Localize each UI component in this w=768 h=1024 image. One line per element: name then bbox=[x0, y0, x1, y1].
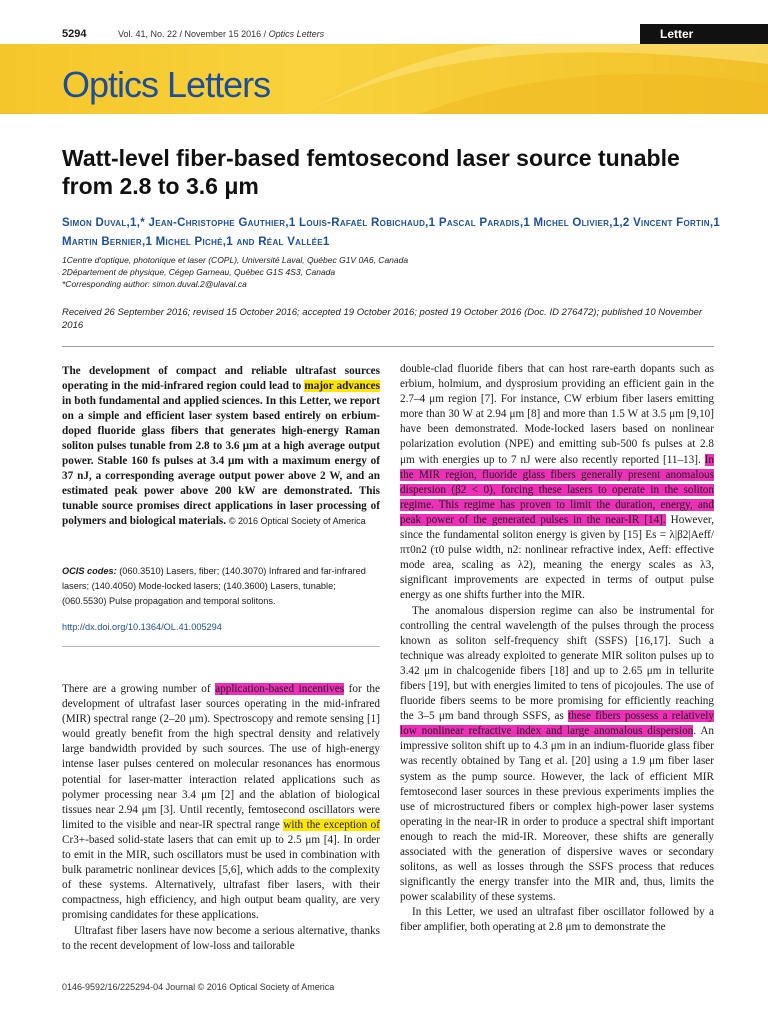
divider bbox=[62, 346, 714, 347]
page-footer: 0146-9592/16/225294-04 Journal © 2016 Optical Society of America bbox=[62, 982, 335, 992]
highlight-yellow[interactable]: with the exception of bbox=[283, 818, 380, 831]
body-column-right bbox=[400, 362, 714, 936]
body-column-left bbox=[62, 682, 380, 954]
corresponding-author: *Corresponding author: simon.duval.2@ulaval.ca bbox=[62, 279, 247, 289]
paper-title: Watt-level fiber-based femtosecond laser source tunable from 2.8 to 3.6 μm bbox=[62, 145, 680, 199]
paragraph: There are a growing number of application-based incentives for the development of ultrafast laser sources operating in the mid-infrared (MIR) spectral range (2–20 μm). Spectroscopy and remote sensing [1] would greatly benefit from the high spectral density and relatively large bandwidth provided by such sources. The use of high-energy intense laser pulses centered on molecular resonances has enormous potential for laser-matter interaction related applications such as polymer processing near 3.4 μm [2] and the ablation of biological tissues near 2.94 μm [3]. Until recently, femtosecond oscillators were limited to the visible and near-IR spectral range with the exception of Cr3+-based solid-state lasers that can emit up to 2.5 μm [4]. In order to emit in the MIR, such oscillators must be used in combination with bulk parametric nonlinear devices [5,6], which adds to the complexity of these systems. Alternatively, ultrafast fiber lasers, with their compactness, high efficiency, and high output beam quality, are very promising candidates for these applications. bbox=[62, 683, 380, 922]
volume-info: Vol. 41, No. 22 / November 15 2016 / Optics Letters bbox=[118, 29, 325, 39]
journal-title: Optics Letters bbox=[62, 64, 271, 105]
divider bbox=[62, 646, 380, 647]
affiliation-2: 2Département de physique, Cégep Garneau, Québec G1S 4S3, Canada bbox=[62, 267, 336, 277]
highlight-magenta[interactable]: application-based incentives bbox=[215, 683, 345, 695]
publication-dates: Received 26 September 2016; revised 15 October 2016; accepted 19 October 2016; posted 19 October 2016 (Doc. ID 276472); published 10 November 2016 bbox=[62, 307, 703, 331]
running-header bbox=[0, 24, 768, 44]
paragraph: double-clad fluoride fibers that can host rare-earth dopants such as erbium, holmium, and dysprosium providing an efficient gain in the 2.7–4 μm region [7]. For instance, CW erbium fiber lasers emitting more than 30 W at 2.94 μm [8] and more than 1.5 W at 3.5 μm [9,10] have been demonstrated. Mode-locked lasers based on nonlinear polarization evolution (NPE) and emitting sub-500 fs pulses at 2.8 μm with energies up to 7 nJ were also recently reported [11–13]. In the MIR region, fluoride glass fibers generally present anomalous dispersion (β2 < 0), forcing these lasers to operate in the soliton regime. This regime has proven to limit the duration, energy, and peak power of the generated pulses in the near-IR [14]. However, since the fundamental soliton energy is given by [15] Es = λ|β2|Aeff/πτ0n2 (τ0 pulse width, n2: nonlinear refractive index, Aeff: effective mode area, scaling as λ2), meaning the energy scales as λ3, significant improvements are expected in terms of output pulse energy as one shifts further into the MIR. bbox=[400, 363, 714, 602]
paragraph: Ultrafast fiber lasers have now become a serious alternative, thanks to the recent development of low-loss and tailorable bbox=[62, 924, 380, 952]
doi-link[interactable]: http://dx.doi.org/10.1364/OL.41.005294 bbox=[62, 622, 222, 632]
highlight-yellow[interactable]: major advances bbox=[304, 380, 380, 392]
section-tab: Letter bbox=[640, 24, 768, 44]
affiliations bbox=[62, 254, 722, 290]
affiliation-1: 1Centre d'optique, photonique et laser (COPL), Université Laval, Québec G1V 0A6, Canada bbox=[62, 255, 409, 265]
highlight-magenta[interactable]: these fibers possess a relatively low nonlinear refractive index and large anomalous dispersion bbox=[400, 710, 714, 738]
paragraph: The anomalous dispersion regime can also be instrumental for controlling the central wavelength of the pulses through the process known as soliton self-frequency shift (SSFS) [16,17]. Such a technique was already exploited to generate MIR soliton pulses up to 3.42 μm in chalcogenide fibers [18] and up to 2.65 μm in tellurite fibers [19], but with energies limited to tens of picojoules. The use of fluoride fibers seems to be more promising for efficiently reaching the 3–5 μm band through SSFS, as these fibers possess a relatively low nonlinear refractive index and large anomalous dispersion. An impressive soliton shift up to 4.3 μm in an indium-fluoride glass fiber was recently obtained by Tang et al. [20] using a 1.9 μm fiber laser system as the pump source. However, the lack of efficient MIR femtosecond laser sources in these previous experiments implies the use of microstructured fibers or complex high-power laser systems operating in the near-IR in order to produce a spectral shift important enough to reach the mid-IR. Moreover, these shifts are generally associated with the generation of dispersive waves or secondary solitons, as well as losses through the SSFS process that reduces significantly the energy transfer into the MIR and, thus, limits the power scalability of these systems. bbox=[400, 604, 714, 904]
ocis-codes: OCIS codes: (060.3510) Lasers, fiber; (140.3070) Infrared and far-infrared lasers; (140.4050) Mode-locked lasers; (140.3600) Lasers, tunable; (060.5530) Pulse propagation and temporal solitons. bbox=[62, 566, 366, 606]
journal-banner bbox=[0, 44, 768, 114]
highlight-magenta[interactable]: In the MIR region, fluoride glass fibers generally present anomalous dispersion (β2 < 0), forcing these lasers to operate in the soliton regime. This regime has proven to limit the duration, energy, and peak power of the generated pulses in the near-IR [14]. bbox=[400, 453, 714, 526]
author-list: Simon Duval,1,* Jean-Christophe Gauthier,1 Louis-Rafaël Robichaud,1 Pascal Paradis,1 Michel Olivier,1,2 Vincent Fortin,1 Martin Bernier,1 Michel Piché,1 and Réal Vallée1 bbox=[62, 217, 721, 248]
paragraph: In this Letter, we used an ultrafast fiber oscillator followed by a fiber amplifier, both operating at 2.8 μm to demonstrate the bbox=[400, 906, 714, 934]
copyright: © 2016 Optical Society of America bbox=[228, 516, 366, 526]
abstract: The development of compact and reliable ultrafast sources operating in the mid-infrared region could lead to major advances in both fundamental and applied sciences. In this Letter, we report on a simple and efficient laser system based entirely on erbium-doped fluoride glass fibers that generates high-energy Raman soliton pulses tunable from 2.8 to 3.6 μm at a high average output power. Stable 160 fs pulses at 3.4 μm with a maximum energy of 37 nJ, a corresponding average output power above 2 W, and an estimated peak power above 200 kW are demonstrated. This tunable source promises direct applications in laser processing of polymers and biological materials. © 2016 Optical Society of America bbox=[62, 365, 380, 527]
page-number: 5294 bbox=[62, 28, 87, 40]
